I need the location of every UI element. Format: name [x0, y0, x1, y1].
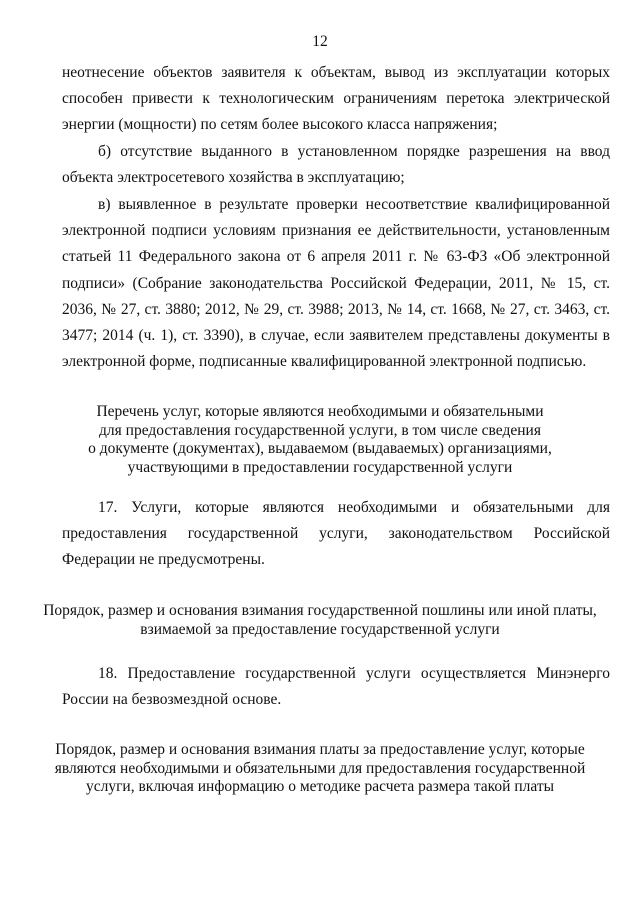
paragraph-item-v: в) выявленное в результате проверки несоответствие квалифицированной электронной подписи условиям признания ее действительности, установленным статьей 11 Федерального закона от 6 апреля 2011 г. № 63-ФЗ «Об электронной подписи» (Собрание законодательства Российской Федерации, 2011, № 15, ст. 2036, № 27, ст. 3880; 2012, № 29, ст. 3988; 2013, № 14, ст. 1668, № 27, ст. 3463, ст. 3477; 2014 (ч. 1), ст. 3390), в случае, если заявителем представлены документы в электронной форме, подписанные квалифицированной электронной подписью.	[62, 196, 610, 371]
paragraph-17: 17. Услуги, которые являются необходимыми и обязательными для предоставления государственной услуги, законодательством Российской Федерации не предусмотрены.	[62, 499, 610, 569]
heading-line: Порядок, размер и основания взимания государственной пошлины или иной платы,	[43, 602, 597, 619]
page-number: 12	[312, 33, 328, 50]
paragraph-item-b: б) отсутствие выданного в установленном порядке разрешения на ввод объекта электросетевого хозяйства в эксплуатацию;	[62, 143, 610, 187]
section-heading-payment-method	[0, 741, 640, 797]
paragraph-18: 18. Предоставление государственной услуги осуществляется Минэнерго России на безвозмездной основе.	[62, 665, 610, 709]
section-heading-required-services	[0, 403, 640, 477]
heading-line: о документе (документах), выдаваемом (выдаваемых) организациями,	[88, 440, 552, 457]
heading-line: Порядок, размер и основания взимания платы за предоставление услуг, которые	[55, 741, 585, 758]
heading-line: участвующими в предоставлении государственной услуги	[127, 458, 513, 476]
heading-line: являются необходимыми и обязательными для предоставления государственной	[54, 759, 586, 777]
section-heading-state-fee	[0, 602, 640, 639]
heading-line: услуги, включая информацию о методике расчета размера такой платы	[85, 778, 555, 795]
heading-line: Перечень услуг, которые являются необходимыми и обязательными	[96, 403, 544, 420]
heading-line: взимаемой за предоставление государственной услуги	[140, 620, 500, 638]
paragraph-continuation: неотнесение объектов заявителя к объектам, вывод из эксплуатации которых способен привести к технологическим ограничениям перетока электрической энергии (мощности) по сетям более высокого класса напряжения;	[62, 64, 610, 134]
heading-line: для предоставления государственной услуги, в том числе сведения	[99, 421, 541, 439]
